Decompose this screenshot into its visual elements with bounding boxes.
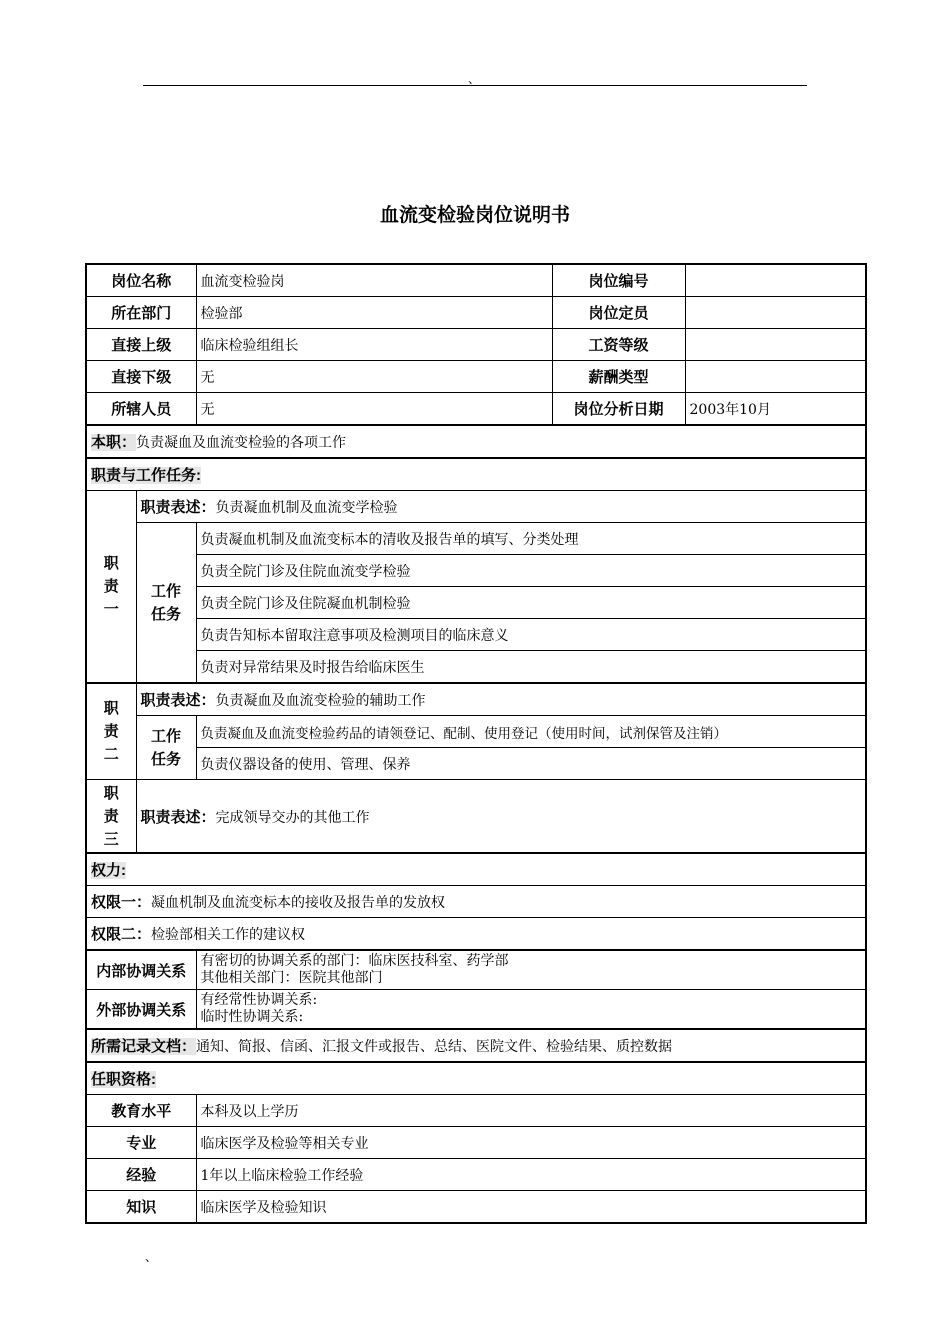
pay-type-value xyxy=(685,361,866,393)
power-heading: 权力: xyxy=(91,862,126,879)
direct-superior-value: 临床检验组组长 xyxy=(196,329,552,361)
header-mark: 、 xyxy=(468,72,481,86)
position-name-value: 血流变检验岗 xyxy=(196,264,552,297)
department-label: 所在部门 xyxy=(86,297,196,329)
internal-line-1: 有密切的协调关系的部门：临床医技科室、药学部 xyxy=(200,953,509,969)
statement-text: 负责凝血及血流变检验的辅助工作 xyxy=(215,693,426,709)
tasks-heading-row xyxy=(86,458,866,491)
direct-subordinate-value: 无 xyxy=(196,361,552,393)
task-item: 负责全院门诊及住院血流变学检验 xyxy=(196,555,866,587)
task-item: 负责凝血及血流变检验药品的请领登记、配制、使用登记（使用时间，试剂保管及注销） xyxy=(196,716,866,748)
salary-grade-label: 工资等级 xyxy=(552,329,685,361)
responsibility-2-tasks-label: 工作任务 xyxy=(136,716,196,780)
responsibility-3-statement xyxy=(136,780,866,854)
limit-text: 检验部相关工作的建议权 xyxy=(151,927,306,943)
staff-quota-value xyxy=(685,297,866,329)
footer-mark: 、 xyxy=(145,1250,158,1264)
statement-label: 职责表述： xyxy=(140,808,216,826)
task-item: 负责对异常结果及时报告给临床医生 xyxy=(196,651,866,684)
department-value: 检验部 xyxy=(196,297,552,329)
main-duty-label: 本职： xyxy=(91,434,137,451)
external-coordination-label: 外部协调关系 xyxy=(86,990,196,1030)
responsibility-1-tasks-label: 工作任务 xyxy=(136,523,196,684)
external-coordination-value xyxy=(196,990,866,1030)
education-label: 教育水平 xyxy=(86,1095,196,1127)
responsibility-1-label: 职责一 xyxy=(86,491,136,684)
staff-under-value: 无 xyxy=(196,393,552,426)
external-line-1: 有经常性协调关系: xyxy=(200,992,318,1008)
pay-type-label: 薪酬类型 xyxy=(552,361,685,393)
records-label: 所需记录文档： xyxy=(91,1038,197,1055)
limit-label: 权限二： xyxy=(91,926,152,943)
statement-text: 完成领导交办的其他工作 xyxy=(215,809,370,826)
major-label: 专业 xyxy=(86,1127,196,1159)
experience-label: 经验 xyxy=(86,1159,196,1191)
responsibility-2-statement xyxy=(136,683,866,716)
education-value: 本科及以上学历 xyxy=(196,1095,866,1127)
power-limit-2 xyxy=(86,918,866,951)
major-value: 临床医学及检验等相关专业 xyxy=(196,1127,866,1159)
experience-value: 1年以上临床检验工作经验 xyxy=(196,1159,866,1191)
power-limit-1 xyxy=(86,886,866,918)
direct-subordinate-label: 直接下级 xyxy=(86,361,196,393)
task-item: 负责告知标本留取注意事项及检测项目的临床意义 xyxy=(196,619,866,651)
limit-label: 权限一： xyxy=(91,894,152,911)
statement-text: 负责凝血机制及血流变学检验 xyxy=(215,500,398,516)
page-title: 血流变检验岗位说明书 xyxy=(379,205,570,226)
task-item: 负责仪器设备的使用、管理、保养 xyxy=(196,748,866,780)
internal-coordination-label: 内部协调关系 xyxy=(86,950,196,990)
statement-label: 职责表述： xyxy=(140,499,216,516)
power-heading-row xyxy=(86,853,866,886)
internal-coordination-value xyxy=(196,950,866,990)
task-item: 负责凝血机制及血流变标本的清收及报告单的填写、分类处理 xyxy=(196,523,866,555)
records-value: 通知、简报、信函、汇报文件或报告、总结、医院文件、检验结果、质控数据 xyxy=(196,1039,673,1055)
position-code-label: 岗位编号 xyxy=(552,264,685,297)
task-item: 负责全院门诊及住院凝血机制检验 xyxy=(196,587,866,619)
internal-line-2: 其他相关部门：医院其他部门 xyxy=(200,970,383,986)
header-rule xyxy=(143,85,807,86)
responsibility-2-label: 职责二 xyxy=(86,683,136,780)
staff-quota-label: 岗位定员 xyxy=(552,297,685,329)
direct-superior-label: 直接上级 xyxy=(86,329,196,361)
records-row xyxy=(86,1029,866,1062)
position-code-value xyxy=(685,264,866,297)
salary-grade-value xyxy=(685,329,866,361)
staff-under-label: 所辖人员 xyxy=(86,393,196,426)
tasks-heading: 职责与工作任务: xyxy=(91,467,201,484)
analysis-date-value: 2003年10月 xyxy=(685,393,866,426)
qualifications-heading-row xyxy=(86,1062,866,1095)
knowledge-label: 知识 xyxy=(86,1191,196,1224)
job-description-table xyxy=(85,263,867,1224)
analysis-date-label: 岗位分析日期 xyxy=(552,393,685,426)
external-line-2: 临时性协调关系: xyxy=(200,1009,304,1025)
responsibility-1-statement xyxy=(136,491,866,523)
knowledge-value: 临床医学及检验知识 xyxy=(196,1191,866,1224)
statement-label: 职责表述： xyxy=(140,692,216,709)
qualifications-heading: 任职资格: xyxy=(91,1071,156,1088)
limit-text: 凝血机制及血流变标本的接收及报告单的发放权 xyxy=(151,895,446,911)
main-duty-value: 负责凝血及血流变检验的各项工作 xyxy=(136,435,347,451)
position-name-label: 岗位名称 xyxy=(86,264,196,297)
main-duty-row xyxy=(86,425,866,458)
responsibility-3-label: 职责三 xyxy=(86,780,136,854)
